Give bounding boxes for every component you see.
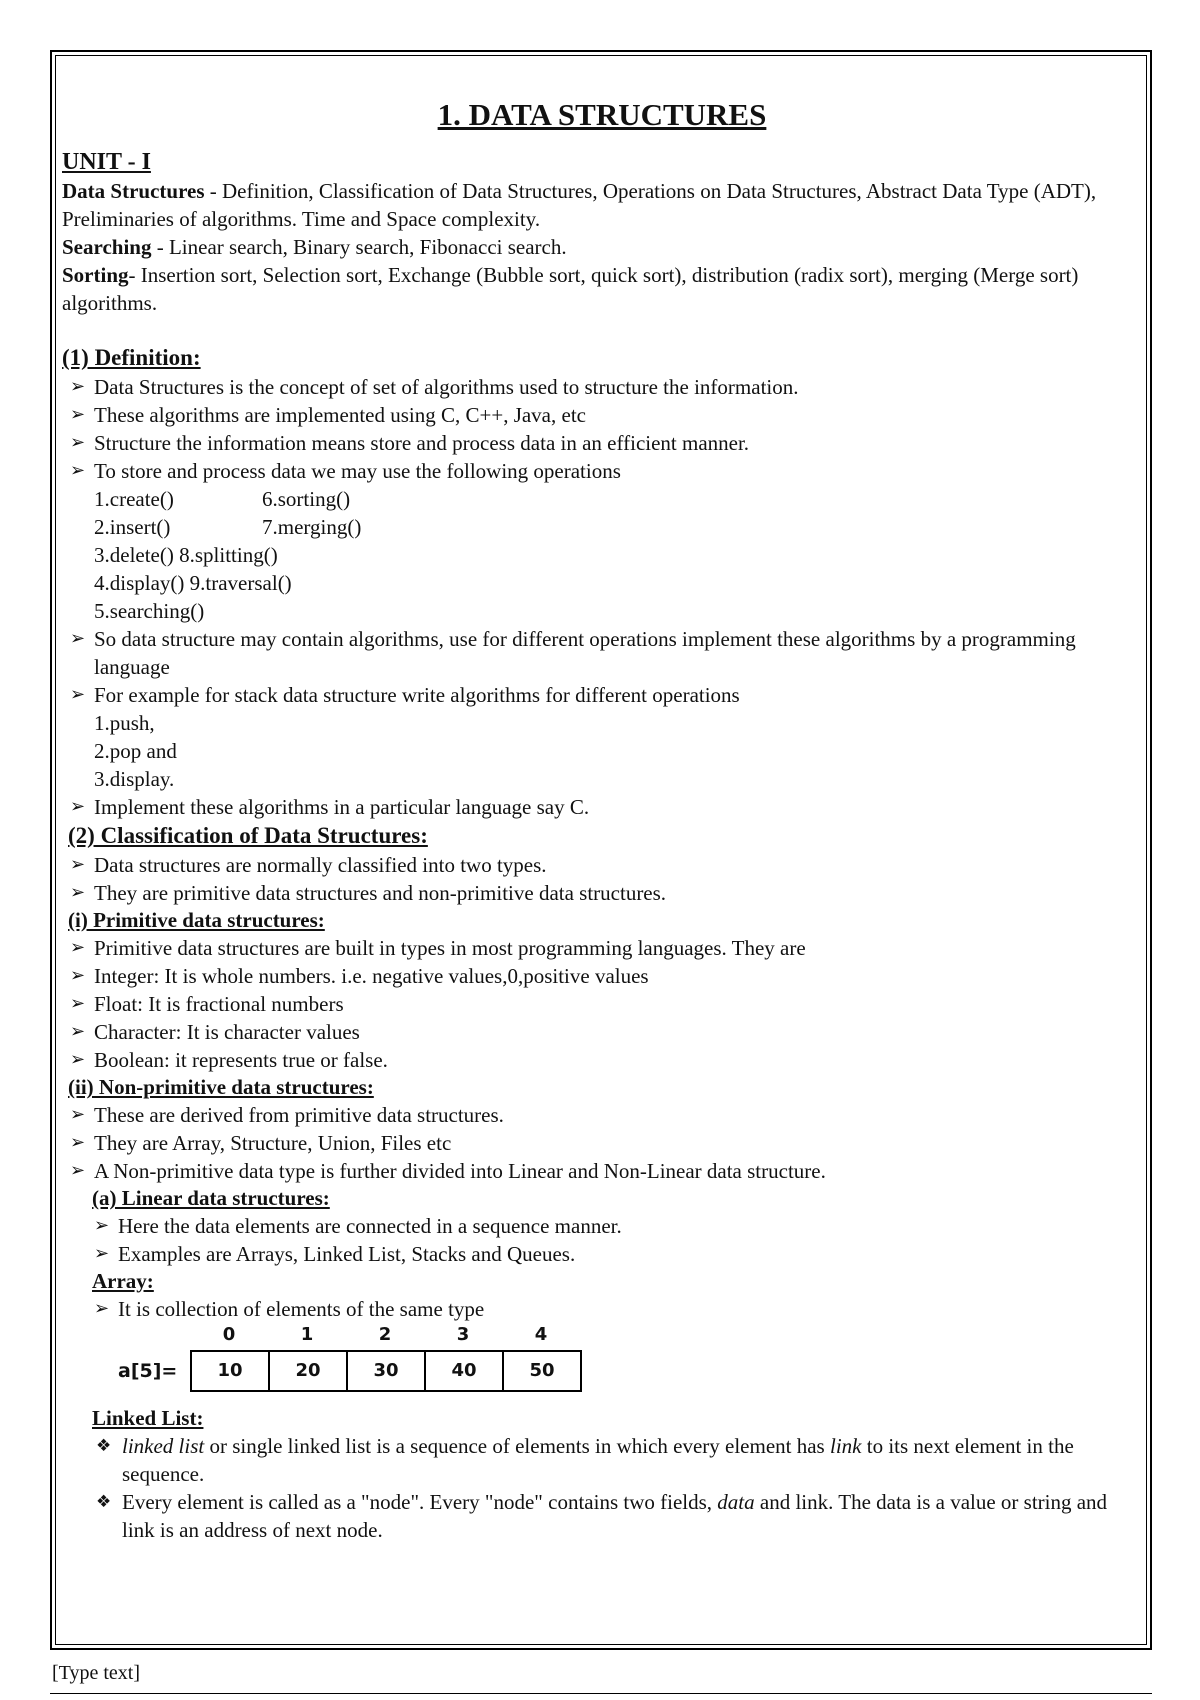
list-item: ➢ It is collection of elements of the same type — [92, 1295, 1142, 1323]
linked-list-items — [62, 1432, 1142, 1544]
array-cell: 20 — [270, 1352, 348, 1390]
array-heading: Array: — [92, 1269, 154, 1293]
list-item: ➢ Character: It is character values — [62, 1018, 1142, 1046]
list-item: ➢ So data structure may contain algorithms, use for different operations implement these algorithms by a programming language — [62, 625, 1142, 681]
definition-heading: (1) Definition: — [62, 345, 201, 370]
definition-list-3 — [62, 793, 1142, 821]
array-cell: 30 — [348, 1352, 426, 1390]
list-item: ➢ To store and process data we may use the following operations — [62, 457, 1142, 485]
list-item: ➢ Here the data elements are connected in a sequence manner. — [92, 1212, 1142, 1240]
array-index: 4 — [534, 1324, 548, 1345]
array-cells — [190, 1350, 582, 1392]
list-item: ❖ Every element is called as a "node". Every "node" contains two fields, data and link. The data is a value or string and link is an address of next node. — [62, 1488, 1142, 1544]
list-item: ➢ These are derived from primitive data structures. — [62, 1101, 1142, 1129]
array-index: 1 — [300, 1324, 314, 1345]
stack-operations: 1.push, 2.pop and 3.display. — [94, 711, 177, 791]
array-index: 2 — [378, 1324, 392, 1345]
list-item: ➢ Examples are Arrays, Linked List, Stacks and Queues. — [92, 1240, 1142, 1268]
list-item: ➢ Boolean: it represents true or false. — [62, 1046, 1142, 1074]
document-body — [62, 95, 1142, 1544]
syllabus-data-structures: Data Structures - Definition, Classification of Data Structures, Operations on Data Structures, Abstract Data Type (ADT), Preliminaries of algorithms. Time and Space complexity. — [62, 179, 1097, 231]
linked-list-heading: Linked List: — [92, 1406, 204, 1430]
array-index: 3 — [456, 1324, 470, 1345]
list-item: ➢ A Non-primitive data type is further divided into Linear and Non-Linear data structure. — [62, 1157, 1142, 1185]
list-item: ➢ Structure the information means store and process data in an efficient manner. — [62, 429, 1142, 457]
list-item: ➢ They are Array, Structure, Union, Files etc — [62, 1129, 1142, 1157]
list-item: ➢ They are primitive data structures and non-primitive data structures. — [62, 879, 1142, 907]
footer-rule — [50, 1693, 1152, 1694]
array-diagram — [62, 1323, 1142, 1411]
footer-text: [Type text] — [52, 1662, 141, 1684]
array-label: a[5]= — [118, 1360, 178, 1382]
syllabus-sorting: Sorting- Insertion sort, Selection sort, Exchange (Bubble sort, quick sort), distribution (radix sort), merging (Merge sort) algorithms. — [62, 263, 1079, 315]
definition-list-2 — [62, 625, 1142, 709]
classification-list — [62, 851, 1142, 907]
linear-section — [62, 1185, 1142, 1323]
list-item: ➢ For example for stack data structure write algorithms for different operations — [62, 681, 1142, 709]
syllabus-searching: Searching - Linear search, Binary search, Fibonacci search. — [62, 235, 567, 259]
linear-heading: (a) Linear data structures: — [92, 1186, 330, 1210]
page-title: 1. DATA STRUCTURES — [437, 97, 767, 132]
list-item: ➢ These algorithms are implemented using C, C++, Java, etc — [62, 401, 1142, 429]
list-item: ➢ Implement these algorithms in a particular language say C. — [62, 793, 1142, 821]
nonprimitive-list — [62, 1101, 1142, 1185]
list-item: ➢ Data Structures is the concept of set of algorithms used to structure the information. — [62, 373, 1142, 401]
operations-list: 1.create() 6.sorting() 2.insert() 7.merging() 3.delete() 8.splitting() 4.display() 9.traversal() 5.searching() — [94, 487, 362, 623]
array-index: 0 — [222, 1324, 236, 1345]
list-item: ➢ Integer: It is whole numbers. i.e. negative values,0,positive values — [62, 962, 1142, 990]
array-cell: 10 — [192, 1352, 270, 1390]
array-cell: 40 — [426, 1352, 504, 1390]
primitive-list — [62, 934, 1142, 1074]
list-item: ➢ Float: It is fractional numbers — [62, 990, 1142, 1018]
array-list — [92, 1295, 1142, 1323]
nonprimitive-heading: (ii) Non-primitive data structures: — [68, 1075, 374, 1099]
list-item: ➢ Data structures are normally classified into two types. — [62, 851, 1142, 879]
unit-heading: UNIT - I — [62, 149, 151, 175]
array-cell: 50 — [529, 1360, 555, 1381]
list-item: ❖ linked list or single linked list is a sequence of elements in which every element has link to its next element in the sequence. — [62, 1432, 1142, 1488]
primitive-heading: (i) Primitive data structures: — [68, 908, 325, 932]
definition-list — [62, 373, 1142, 485]
linear-list — [92, 1212, 1142, 1268]
classification-heading: (2) Classification of Data Structures: — [68, 823, 428, 848]
list-item: ➢ Primitive data structures are built in types in most programming languages. They are — [62, 934, 1142, 962]
